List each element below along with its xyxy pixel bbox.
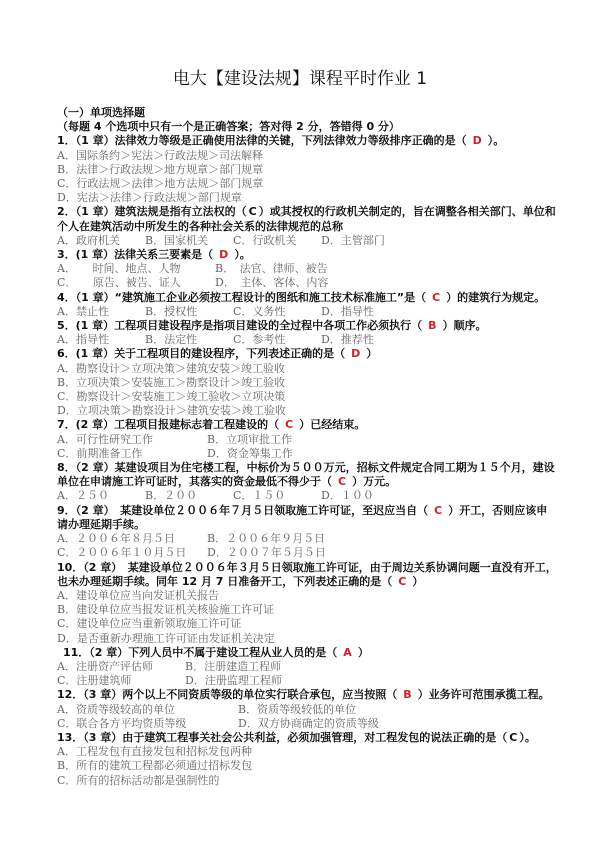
answer: C xyxy=(432,290,441,304)
answer: D xyxy=(219,248,229,262)
option: D．立项决策＞勘察设计＞建筑安装＞竣工验收 xyxy=(57,404,286,418)
question-12: 12．（3 章）两个以上不同资质等级的单位实行联合承包，应当按照（ B ）业务许可范围承揽工程。 xyxy=(57,688,550,702)
answer: C xyxy=(509,730,518,744)
option-row xyxy=(57,717,557,731)
option: D．宪法＞法律＞行政法规＞部门规章 xyxy=(57,191,242,205)
option-row xyxy=(57,660,557,674)
option: A．政府机关 xyxy=(57,233,120,247)
option: C．注册建筑师 xyxy=(57,674,132,688)
option-row xyxy=(57,305,557,319)
option-row xyxy=(57,447,557,461)
document-body xyxy=(57,106,557,788)
option: B．法律＞行政法规＞地方规章＞部门规章 xyxy=(57,162,264,176)
option: D．推荐性 xyxy=(321,333,374,347)
option-row xyxy=(57,433,557,447)
question-7: 7．(2 章）工程项目报建标志着工程建设的（ C ）已经结束。 xyxy=(57,418,366,432)
option: B．授权性 xyxy=(145,304,198,318)
option: D．注册监理工程师 xyxy=(185,674,282,688)
option: A．国际条约＞宪法＞行政法规＞司法解释 xyxy=(57,148,263,162)
option: A．建设单位应当向发证机关报告 xyxy=(57,588,219,602)
section-instruction: （每题 4 个选项中只有一个是正确答案；答对得 2 分，答错得 0 分） xyxy=(57,120,400,134)
option: B．立项决策＞安装施工＞勘察设计＞竣工验收 xyxy=(57,375,286,389)
option: C．行政法规＞法律＞地方法规＞部门规章 xyxy=(57,177,264,191)
option: D．双方协商确定的资质等级 xyxy=(238,716,379,730)
option: D．２００７年５月５日 xyxy=(207,546,326,560)
option: B．所有的建筑工程都必须通过招标发包 xyxy=(57,759,253,773)
option: D．主管部门 xyxy=(321,233,385,247)
option: A．工程发包有直接发包和招标发包两种 xyxy=(57,745,252,759)
question-1: 1．（1 章）法律效力等级是正确使用法律的关键，下列法律效力等级排序正确的是（ D ）。 xyxy=(57,134,505,148)
option: A．资质等级较高的单位 xyxy=(57,702,175,716)
option: D．指导性 xyxy=(321,304,374,318)
option: C．行政机关 xyxy=(233,233,297,247)
answer: D xyxy=(472,134,482,148)
question-11: 11．（2 章）下列人员中不属于建设工程从业人员的是（ A ） xyxy=(63,645,369,659)
option: A．禁止性 xyxy=(57,304,109,318)
answer: A xyxy=(343,645,352,659)
option: A．勘察设计＞立项决策＞建筑安装＞竣工验收 xyxy=(57,361,285,375)
question-6: 6．(1 章）关于工程项目的建设程序，下列表述正确的是（ D ） xyxy=(57,347,378,361)
option: C．１５０ xyxy=(233,489,286,503)
option: A．可行性研究工作 xyxy=(57,432,153,446)
answer: C xyxy=(338,475,347,489)
option: B． 法官、律师、被告 xyxy=(215,262,328,276)
option-row xyxy=(57,532,557,546)
option: A．２５０ xyxy=(57,489,109,503)
answer: B xyxy=(428,319,437,333)
option: B．立项审批工作 xyxy=(207,432,293,446)
question-13: 13．（3 章）由于建筑工程事关社会公共利益，必须加强管理，对工程发包的说法正确的是（ C ）。 xyxy=(57,730,536,744)
option: D．１００ xyxy=(321,489,374,503)
option: C．２００６年１０月５日 xyxy=(57,546,187,560)
answer: D xyxy=(351,347,361,361)
question-5: 5．(1 章）工程项目建设程序是指项目建设的全过程中各项工作必须执行（ B ）顺序。 xyxy=(57,319,487,333)
option: D．是否重新办理施工许可证由发证机关决定 xyxy=(57,631,275,645)
option: C． 原告、被告、证人 xyxy=(57,276,181,290)
option: A．２００６年８月５日 xyxy=(57,532,175,546)
answer: C xyxy=(398,574,407,588)
option: D．资金筹集工作 xyxy=(207,446,293,460)
option-row xyxy=(57,234,557,248)
question-8: 8．（2 章）某建设项目为住宅楼工程，中标价为５００万元，招标文件规定合同工期为１５个月，建设单位在申请施工许可证时，其落实的资金最低不得少于（ C ）万元。 xyxy=(57,461,555,489)
option: B．２００ xyxy=(145,489,198,503)
option: C．前期准备工作 xyxy=(57,446,143,460)
option: D． 主体、客体、内容 xyxy=(215,276,329,290)
option-row xyxy=(57,276,557,290)
option: B．２００６年９月５日 xyxy=(207,532,326,546)
document-title: 电大【建设法规】课程平时作业 1 xyxy=(172,69,428,89)
option: C．参考性 xyxy=(233,333,286,347)
option: C．联合各方平均资质等级 xyxy=(57,716,187,730)
question-3: 3．(1 章）法律关系三要素是（ D ）。 xyxy=(57,248,251,262)
option-row xyxy=(57,333,557,347)
option: B．资质等级较低的单位 xyxy=(238,702,357,716)
option: C．义务性 xyxy=(233,304,286,318)
option: A．注册资产评估师 xyxy=(57,659,153,673)
option-row xyxy=(57,703,557,717)
option-row xyxy=(57,674,557,688)
question-2: 2．（1 章）建筑法规是指有立法权的（ C ）或其授权的行政机关制定的，旨在调整各相关部门、单位和个人在建筑活动中所发生的各种社会关系的法律规范的总称 xyxy=(57,205,556,233)
question-4: 4．（1 章）“建筑施工企业必须按工程设计的图纸和施工技术标准施工”是（ C ）的建筑行为规定。 xyxy=(57,290,546,304)
section-heading: （一）单项选择题 xyxy=(57,106,145,119)
option-row xyxy=(57,489,557,503)
question-9: 9．（2 章） 某建设单位２００６年７月５日领取施工许可证，至迟应当自（ C ）开工，否则应该申请办理延期手续。 xyxy=(57,503,548,531)
option: B．法定性 xyxy=(145,333,198,347)
option-row xyxy=(57,546,557,560)
option: B．国家机关 xyxy=(145,233,209,247)
option: C．勘察设计＞安装施工＞竣工验收＞立项决策 xyxy=(57,390,286,404)
answer: C xyxy=(434,503,443,517)
option: A． 时间、地点、人物 xyxy=(57,262,181,276)
answer: C xyxy=(248,205,257,219)
answer: C xyxy=(285,418,294,432)
answer: B xyxy=(403,688,412,702)
option-row xyxy=(57,262,557,276)
option: B．注册建造工程师 xyxy=(185,659,282,673)
option: C．所有的招标活动都是强制性的 xyxy=(57,773,220,787)
question-10: 10．（2 章） 某建设单位２００６年３月５日领取施工许可证，由于周边关系协调问题一直没有开工，也未办理延期手续。同年 12 月 7 日准备开工，下列表述正确的是（ C ） xyxy=(57,560,557,588)
option: C．建设单位应当重新领取施工许可证 xyxy=(57,617,242,631)
option: A．指导性 xyxy=(57,333,109,347)
option: B．建设单位应当报发证机关核验施工许可证 xyxy=(57,603,275,617)
